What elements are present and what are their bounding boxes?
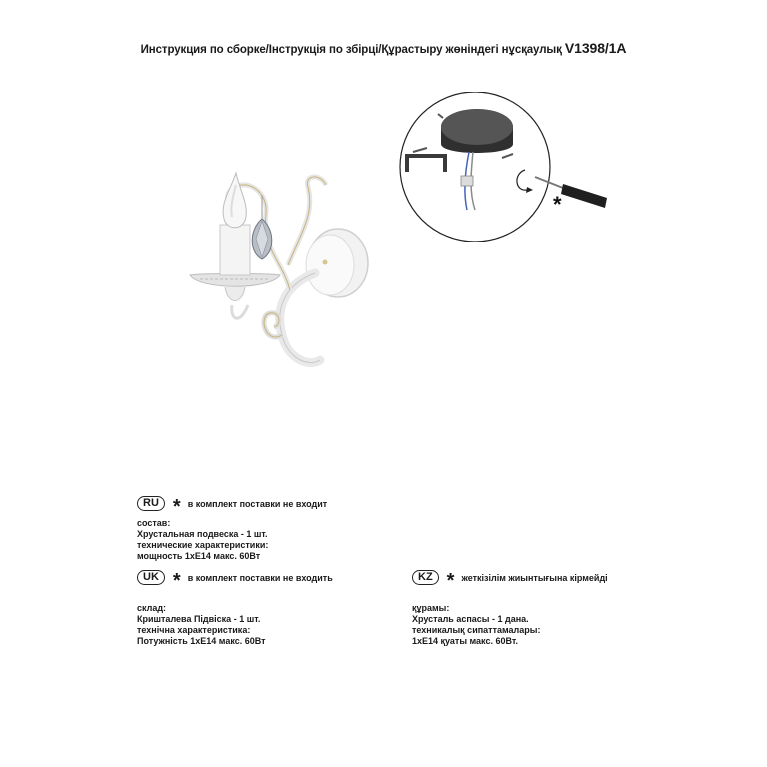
ru-specs: [137, 518, 268, 562]
ru-note: в комплект поставки не входит: [187, 498, 328, 509]
kz-line-4: 1хЕ14 қуаты макс. 60Вт.: [412, 636, 518, 646]
model-number: V1398/1A: [564, 40, 627, 56]
kz-line-2: Хрусталь аспасы - 1 дана.: [412, 614, 529, 624]
kz-line-3: техникалық сипаттамалары:: [412, 625, 541, 635]
star-icon: *: [172, 495, 181, 518]
ru-line-2: Хрустальная подвеска - 1 шт.: [137, 529, 268, 539]
uk-note-row: [137, 569, 333, 592]
uk-line-1: склад:: [137, 603, 167, 613]
ru-line-3: технические характеристики:: [137, 540, 269, 550]
uk-line-3: технічна характеристика:: [137, 625, 251, 635]
star-icon: *: [446, 569, 455, 592]
uk-note: в комплект поставки не входить: [187, 572, 333, 583]
wall-lamp-illustration: [170, 155, 400, 385]
kz-line-1: құрамы:: [412, 603, 450, 613]
kz-specs: [412, 603, 540, 647]
uk-line-2: Кришталева Підвіска - 1 шт.: [137, 614, 261, 624]
kz-badge: KZ: [412, 570, 439, 585]
uk-specs: [137, 603, 266, 647]
not-included-star: *: [553, 192, 562, 217]
kz-note: жеткізілім жиынтығына кірмейді: [461, 572, 608, 583]
uk-badge: UK: [137, 570, 165, 585]
installation-diagram: [385, 92, 620, 242]
ru-line-4: мощность 1хЕ14 макс. 60Вт: [137, 551, 261, 561]
uk-line-4: Потужність 1хЕ14 макс. 60Вт: [137, 636, 266, 646]
kz-note-row: [412, 569, 608, 592]
page-title: [0, 40, 767, 56]
star-icon: *: [172, 569, 181, 592]
ru-note-row: [137, 495, 328, 518]
ru-badge: RU: [137, 496, 165, 511]
ru-line-1: состав:: [137, 518, 171, 528]
title-text: Инструкция по сборке/Інструкція по збірці/Құрастыру жөніндегі нұсқаулық: [140, 44, 562, 56]
